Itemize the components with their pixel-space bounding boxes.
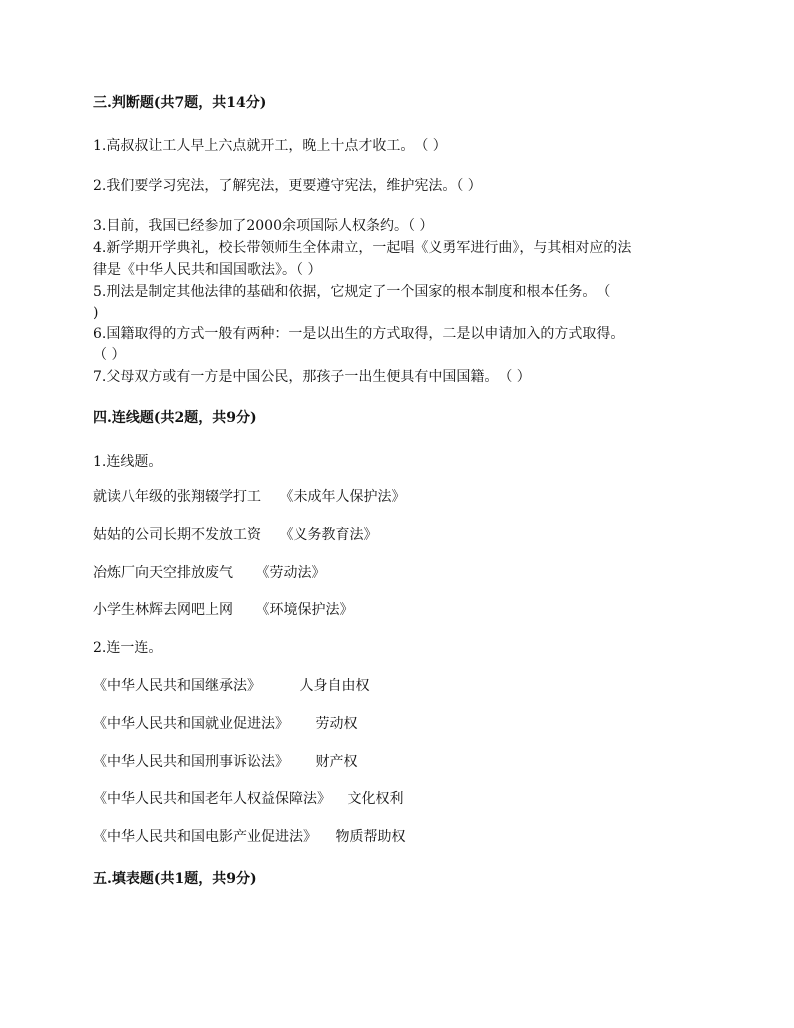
q1-right-2: 《义务教育法》 <box>279 527 378 543</box>
q2-right-5: 物质帮助权 <box>335 829 406 845</box>
question-1-title: 1.连线题。 <box>93 454 163 470</box>
q1-left-4: 小学生林辉去网吧上网 <box>93 602 233 618</box>
q1-right-3: 《劳动法》 <box>255 565 326 581</box>
q1-pair-4 <box>93 600 353 620</box>
judge-item-2: 2.我们要学习宪法，了解宪法，更要遵守宪法，维护宪法。（ ） <box>93 178 482 194</box>
q2-right-3: 财产权 <box>315 754 358 770</box>
judge-item-4-line1: 4.新学期开学典礼，校长带领师生全体肃立，一起唱《义勇军进行曲》，与其相对应的法 <box>93 240 632 256</box>
q2-left-2: 《中华人民共和国就业促进法》 <box>93 716 289 732</box>
q1-pair-3 <box>93 563 325 583</box>
q2-right-1: 人身自由权 <box>299 678 370 694</box>
q2-left-5: 《中华人民共和国电影产业促进法》 <box>93 829 317 845</box>
q1-right-4: 《环境保护法》 <box>255 602 354 618</box>
q2-pair-3 <box>93 752 357 772</box>
section-3-title: 三.判断题(共7题，共14分) <box>93 95 267 111</box>
judge-item-5-line1: 5.刑法是制定其他法律的基础和依据，它规定了一个国家的根本制度和根本任务。 （ <box>93 284 611 300</box>
section-4-title: 四.连线题(共2题，共9分) <box>93 410 257 426</box>
q2-pair-5 <box>93 827 405 847</box>
judge-item-5-line2: ) <box>93 305 99 321</box>
q1-left-3: 冶炼厂向天空排放废气 <box>93 565 233 581</box>
q1-pair-2 <box>93 525 377 545</box>
question-2-title: 2.连一连。 <box>93 640 163 656</box>
q2-right-4: 文化权利 <box>347 791 404 807</box>
q2-left-3: 《中华人民共和国刑事诉讼法》 <box>93 754 289 770</box>
q1-pair-1 <box>93 487 405 507</box>
q2-pair-1 <box>93 676 369 696</box>
q2-left-4: 《中华人民共和国老年人权益保障法》 <box>93 791 331 807</box>
q1-left-2: 姑姑的公司长期不发放工资 <box>93 527 261 543</box>
judge-item-6-line1: 6.国籍取得的方式一般有两种：一是以出生的方式取得，二是以申请加入的方式取得。 <box>93 326 625 342</box>
q2-pair-4 <box>93 789 403 809</box>
q1-left-1: 就读八年级的张翔辍学打工 <box>93 489 261 505</box>
q1-right-1: 《未成年人保护法》 <box>279 489 406 505</box>
judge-item-6-line2: （ ） <box>93 347 126 363</box>
q2-left-1: 《中华人民共和国继承法》 <box>93 678 261 694</box>
judge-item-3: 3.目前，我国已经参加了2000余项国际人权条约。（ ） <box>93 218 434 234</box>
judge-item-4-line2: 律是《中华人民共和国国歌法》。（ ） <box>93 262 322 278</box>
judge-item-7: 7.父母双方或有一方是中国公民，那孩子一出生便具有中国国籍。 （ ） <box>93 369 531 385</box>
q2-right-2: 劳动权 <box>315 716 358 732</box>
q2-pair-2 <box>93 714 357 734</box>
judge-item-1: 1.高叔叔让工人早上六点就开工，晚上十点才收工。 （ ） <box>93 138 447 154</box>
section-5-title: 五.填表题(共1题，共9分) <box>93 871 257 887</box>
